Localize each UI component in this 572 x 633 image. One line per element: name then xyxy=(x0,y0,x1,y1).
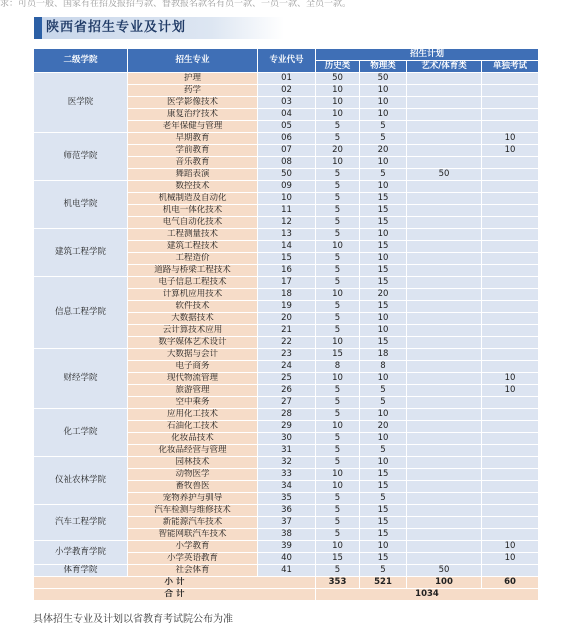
major-code: 38 xyxy=(258,529,316,541)
major-code: 34 xyxy=(258,481,316,493)
subtotal-label: 小 计 xyxy=(34,577,316,589)
physics-count: 10 xyxy=(360,541,407,553)
exam-count xyxy=(482,289,539,301)
history-count: 8 xyxy=(316,361,360,373)
art-count xyxy=(407,325,482,337)
major-code: 16 xyxy=(258,265,316,277)
exam-count xyxy=(482,313,539,325)
history-count: 5 xyxy=(316,529,360,541)
history-count: 10 xyxy=(316,337,360,349)
history-count: 5 xyxy=(316,193,360,205)
history-count: 5 xyxy=(316,301,360,313)
physics-count: 10 xyxy=(360,181,407,193)
history-count: 10 xyxy=(316,481,360,493)
history-count: 5 xyxy=(316,253,360,265)
major-name: 机电一体化技术 xyxy=(128,205,258,217)
art-count xyxy=(407,205,482,217)
physics-count: 20 xyxy=(360,145,407,157)
enrollment-plan-table xyxy=(33,48,539,601)
major-name: 现代物流管理 xyxy=(128,373,258,385)
exam-count xyxy=(482,565,539,577)
exam-count: 10 xyxy=(482,373,539,385)
major-code: 03 xyxy=(258,97,316,109)
exam-count xyxy=(482,277,539,289)
art-count xyxy=(407,145,482,157)
table-row xyxy=(34,565,539,577)
exam-count xyxy=(482,301,539,313)
art-count xyxy=(407,445,482,457)
art-count xyxy=(407,493,482,505)
major-name: 建筑工程技术 xyxy=(128,241,258,253)
major-code: 33 xyxy=(258,469,316,481)
major-code: 29 xyxy=(258,421,316,433)
history-count: 10 xyxy=(316,157,360,169)
physics-count: 15 xyxy=(360,517,407,529)
table-row xyxy=(34,133,539,145)
major-name: 数字媒体艺术设计 xyxy=(128,337,258,349)
major-name: 社会体育 xyxy=(128,565,258,577)
history-count: 5 xyxy=(316,229,360,241)
art-count xyxy=(407,157,482,169)
college-name: 建筑工程学院 xyxy=(34,229,128,277)
major-name: 空中乘务 xyxy=(128,397,258,409)
history-count: 5 xyxy=(316,457,360,469)
table-body xyxy=(34,73,539,577)
major-name: 云计算技术应用 xyxy=(128,325,258,337)
physics-count: 10 xyxy=(360,325,407,337)
major-name: 早期教育 xyxy=(128,133,258,145)
major-name: 道路与桥梁工程技术 xyxy=(128,265,258,277)
exam-count xyxy=(482,109,539,121)
exam-count xyxy=(482,157,539,169)
major-name: 医学影像技术 xyxy=(128,97,258,109)
major-name: 动物医学 xyxy=(128,469,258,481)
history-count: 5 xyxy=(316,169,360,181)
history-count: 5 xyxy=(316,445,360,457)
college-name: 师范学院 xyxy=(34,133,128,181)
major-code: 31 xyxy=(258,445,316,457)
physics-count: 10 xyxy=(360,85,407,97)
art-count xyxy=(407,385,482,397)
art-count xyxy=(407,133,482,145)
major-name: 康复治疗技术 xyxy=(128,109,258,121)
exam-count xyxy=(482,493,539,505)
major-code: 06 xyxy=(258,133,316,145)
major-code: 04 xyxy=(258,109,316,121)
major-code: 25 xyxy=(258,373,316,385)
table-row xyxy=(34,409,539,421)
college-name: 小学教育学院 xyxy=(34,541,128,565)
major-name: 护理 xyxy=(128,73,258,85)
major-code: 41 xyxy=(258,565,316,577)
history-count: 5 xyxy=(316,265,360,277)
history-count: 10 xyxy=(316,109,360,121)
major-name: 学前教育 xyxy=(128,145,258,157)
table-row xyxy=(34,277,539,289)
exam-count xyxy=(482,517,539,529)
art-count xyxy=(407,181,482,193)
major-name: 小学教育 xyxy=(128,541,258,553)
art-count xyxy=(407,121,482,133)
major-name: 计算机应用技术 xyxy=(128,289,258,301)
history-count: 20 xyxy=(316,145,360,157)
exam-count xyxy=(482,349,539,361)
header-history: 历史类 xyxy=(316,61,360,73)
total-label: 合 计 xyxy=(34,589,316,601)
major-code: 23 xyxy=(258,349,316,361)
table-row xyxy=(34,181,539,193)
physics-count: 15 xyxy=(360,205,407,217)
major-code: 18 xyxy=(258,289,316,301)
major-name: 畜牧兽医 xyxy=(128,481,258,493)
physics-count: 15 xyxy=(360,505,407,517)
art-count xyxy=(407,529,482,541)
subtotal-exam: 60 xyxy=(482,577,539,589)
history-count: 15 xyxy=(316,553,360,565)
major-name: 药学 xyxy=(128,85,258,97)
table-row xyxy=(34,73,539,85)
art-count xyxy=(407,421,482,433)
major-code: 37 xyxy=(258,517,316,529)
history-count: 10 xyxy=(316,241,360,253)
art-count xyxy=(407,109,482,121)
exam-count: 10 xyxy=(482,133,539,145)
physics-count: 50 xyxy=(360,73,407,85)
exam-count xyxy=(482,481,539,493)
art-count xyxy=(407,217,482,229)
exam-count xyxy=(482,97,539,109)
exam-count xyxy=(482,85,539,97)
exam-count: 10 xyxy=(482,541,539,553)
header-major: 招生专业 xyxy=(128,49,258,73)
major-name: 新能源汽车技术 xyxy=(128,517,258,529)
history-count: 10 xyxy=(316,541,360,553)
major-name: 化妆品技术 xyxy=(128,433,258,445)
physics-count: 15 xyxy=(360,301,407,313)
art-count xyxy=(407,397,482,409)
physics-count: 10 xyxy=(360,229,407,241)
major-name: 数控技术 xyxy=(128,181,258,193)
exam-count: 10 xyxy=(482,145,539,157)
exam-count xyxy=(482,193,539,205)
exam-count xyxy=(482,469,539,481)
exam-count xyxy=(482,409,539,421)
history-count: 10 xyxy=(316,421,360,433)
major-code: 21 xyxy=(258,325,316,337)
physics-count: 15 xyxy=(360,217,407,229)
art-count xyxy=(407,313,482,325)
subtotal-art: 100 xyxy=(407,577,482,589)
exam-count xyxy=(482,73,539,85)
physics-count: 5 xyxy=(360,133,407,145)
header-code: 专业代号 xyxy=(258,49,316,73)
exam-count: 10 xyxy=(482,553,539,565)
table-row xyxy=(34,541,539,553)
exam-count xyxy=(482,121,539,133)
physics-count: 15 xyxy=(360,529,407,541)
exam-count xyxy=(482,169,539,181)
college-name: 医学院 xyxy=(34,73,128,133)
exam-count xyxy=(482,397,539,409)
college-name: 财经学院 xyxy=(34,349,128,409)
physics-count: 10 xyxy=(360,409,407,421)
major-name: 化妆品经营与管理 xyxy=(128,445,258,457)
subtotal-history: 353 xyxy=(316,577,360,589)
history-count: 5 xyxy=(316,517,360,529)
art-count xyxy=(407,229,482,241)
exam-count xyxy=(482,361,539,373)
header-art: 艺术/体育类 xyxy=(407,61,482,73)
header-physics: 物理类 xyxy=(360,61,407,73)
table-row xyxy=(34,505,539,517)
major-code: 28 xyxy=(258,409,316,421)
art-count: 50 xyxy=(407,169,482,181)
physics-count: 5 xyxy=(360,385,407,397)
college-name: 仪祉农林学院 xyxy=(34,457,128,505)
major-code: 09 xyxy=(258,181,316,193)
history-count: 5 xyxy=(316,121,360,133)
physics-count: 10 xyxy=(360,157,407,169)
history-count: 5 xyxy=(316,493,360,505)
major-code: 02 xyxy=(258,85,316,97)
history-count: 5 xyxy=(316,385,360,397)
major-name: 老年保健与管理 xyxy=(128,121,258,133)
college-name: 机电学院 xyxy=(34,181,128,229)
physics-count: 5 xyxy=(360,397,407,409)
history-count: 5 xyxy=(316,397,360,409)
major-name: 舞蹈表演 xyxy=(128,169,258,181)
major-code: 36 xyxy=(258,505,316,517)
major-code: 08 xyxy=(258,157,316,169)
physics-count: 15 xyxy=(360,193,407,205)
major-code: 07 xyxy=(258,145,316,157)
exam-count xyxy=(482,529,539,541)
exam-count xyxy=(482,325,539,337)
art-count xyxy=(407,97,482,109)
art-count xyxy=(407,469,482,481)
history-count: 5 xyxy=(316,181,360,193)
history-count: 10 xyxy=(316,85,360,97)
major-name: 软件技术 xyxy=(128,301,258,313)
major-code: 19 xyxy=(258,301,316,313)
physics-count: 15 xyxy=(360,241,407,253)
history-count: 5 xyxy=(316,205,360,217)
art-count xyxy=(407,289,482,301)
history-count: 5 xyxy=(316,565,360,577)
history-count: 5 xyxy=(316,505,360,517)
art-count xyxy=(407,553,482,565)
major-name: 小学英语教育 xyxy=(128,553,258,565)
major-name: 电子商务 xyxy=(128,361,258,373)
history-count: 50 xyxy=(316,73,360,85)
major-name: 旅游管理 xyxy=(128,385,258,397)
physics-count: 10 xyxy=(360,109,407,121)
exam-count xyxy=(482,217,539,229)
art-count xyxy=(407,433,482,445)
college-name: 体育学院 xyxy=(34,565,128,577)
art-count xyxy=(407,253,482,265)
physics-count: 8 xyxy=(360,361,407,373)
major-code: 39 xyxy=(258,541,316,553)
physics-count: 18 xyxy=(360,349,407,361)
art-count xyxy=(407,409,482,421)
major-name: 工程测量技术 xyxy=(128,229,258,241)
physics-count: 10 xyxy=(360,97,407,109)
college-name: 信息工程学院 xyxy=(34,277,128,349)
art-count xyxy=(407,361,482,373)
art-count xyxy=(407,241,482,253)
exam-count xyxy=(482,505,539,517)
major-code: 24 xyxy=(258,361,316,373)
college-name: 汽车工程学院 xyxy=(34,505,128,541)
major-code: 40 xyxy=(258,553,316,565)
exam-count xyxy=(482,445,539,457)
art-count xyxy=(407,517,482,529)
exam-count xyxy=(482,181,539,193)
exam-count xyxy=(482,241,539,253)
history-count: 5 xyxy=(316,325,360,337)
page-title: 陕西省招生专业及计划 xyxy=(46,20,187,35)
art-count xyxy=(407,337,482,349)
art-count xyxy=(407,277,482,289)
major-name: 园林技术 xyxy=(128,457,258,469)
major-code: 05 xyxy=(258,121,316,133)
header-plan: 招生计划 xyxy=(316,49,539,61)
physics-count: 10 xyxy=(360,313,407,325)
art-count xyxy=(407,301,482,313)
table-row xyxy=(34,349,539,361)
total-value: 1034 xyxy=(316,589,539,601)
exam-count xyxy=(482,421,539,433)
art-count xyxy=(407,481,482,493)
physics-count: 15 xyxy=(360,277,407,289)
major-code: 50 xyxy=(258,169,316,181)
physics-count: 10 xyxy=(360,373,407,385)
header-exam: 单独考试 xyxy=(482,61,539,73)
subtotal-physics: 521 xyxy=(360,577,407,589)
history-count: 15 xyxy=(316,349,360,361)
major-name: 电气自动化技术 xyxy=(128,217,258,229)
exam-count xyxy=(482,253,539,265)
history-count: 10 xyxy=(316,97,360,109)
physics-count: 5 xyxy=(360,493,407,505)
major-code: 22 xyxy=(258,337,316,349)
major-code: 15 xyxy=(258,253,316,265)
major-code: 12 xyxy=(258,217,316,229)
history-count: 5 xyxy=(316,133,360,145)
history-count: 5 xyxy=(316,313,360,325)
major-name: 音乐教育 xyxy=(128,157,258,169)
table-row xyxy=(34,457,539,469)
major-code: 20 xyxy=(258,313,316,325)
exam-count xyxy=(482,337,539,349)
art-count: 50 xyxy=(407,565,482,577)
physics-count: 5 xyxy=(360,121,407,133)
major-code: 30 xyxy=(258,433,316,445)
major-code: 01 xyxy=(258,73,316,85)
physics-count: 15 xyxy=(360,265,407,277)
physics-count: 10 xyxy=(360,433,407,445)
major-name: 大数据技术 xyxy=(128,313,258,325)
physics-count: 15 xyxy=(360,469,407,481)
major-code: 11 xyxy=(258,205,316,217)
major-name: 大数据与会计 xyxy=(128,349,258,361)
art-count xyxy=(407,457,482,469)
major-name: 石油化工技术 xyxy=(128,421,258,433)
art-count xyxy=(407,265,482,277)
history-count: 10 xyxy=(316,469,360,481)
physics-count: 15 xyxy=(360,481,407,493)
art-count xyxy=(407,73,482,85)
history-count: 5 xyxy=(316,277,360,289)
major-code: 32 xyxy=(258,457,316,469)
table-row xyxy=(34,229,539,241)
exam-count xyxy=(482,205,539,217)
history-count: 5 xyxy=(316,433,360,445)
physics-count: 10 xyxy=(360,457,407,469)
physics-count: 10 xyxy=(360,253,407,265)
exam-count xyxy=(482,457,539,469)
major-code: 13 xyxy=(258,229,316,241)
top-cut-text: 求：可员一般、国家有在招及报招与款、督教报名款名有员一款、一员一款、全员一款。 xyxy=(0,0,352,8)
art-count xyxy=(407,193,482,205)
header-college: 二级学院 xyxy=(34,49,128,73)
exam-count xyxy=(482,265,539,277)
physics-count: 20 xyxy=(360,421,407,433)
major-name: 智能网联汽车技术 xyxy=(128,529,258,541)
major-name: 电子信息工程技术 xyxy=(128,277,258,289)
physics-count: 15 xyxy=(360,553,407,565)
major-code: 14 xyxy=(258,241,316,253)
physics-count: 20 xyxy=(360,289,407,301)
major-name: 应用化工技术 xyxy=(128,409,258,421)
footnote: 具体招生专业及计划以省教育考试院公布为准 xyxy=(33,614,233,625)
art-count xyxy=(407,373,482,385)
art-count xyxy=(407,541,482,553)
major-code: 35 xyxy=(258,493,316,505)
exam-count: 10 xyxy=(482,385,539,397)
major-code: 27 xyxy=(258,397,316,409)
history-count: 10 xyxy=(316,373,360,385)
major-name: 工程造价 xyxy=(128,253,258,265)
physics-count: 5 xyxy=(360,169,407,181)
art-count xyxy=(407,505,482,517)
major-name: 机械制造及自动化 xyxy=(128,193,258,205)
history-count: 5 xyxy=(316,409,360,421)
exam-count xyxy=(482,229,539,241)
art-count xyxy=(407,349,482,361)
major-code: 17 xyxy=(258,277,316,289)
major-code: 10 xyxy=(258,193,316,205)
art-count xyxy=(407,85,482,97)
major-name: 宠物养护与驯导 xyxy=(128,493,258,505)
major-name: 汽车检测与维修技术 xyxy=(128,505,258,517)
history-count: 5 xyxy=(316,217,360,229)
history-count: 10 xyxy=(316,289,360,301)
physics-count: 5 xyxy=(360,445,407,457)
physics-count: 5 xyxy=(360,565,407,577)
physics-count: 15 xyxy=(360,337,407,349)
college-name: 化工学院 xyxy=(34,409,128,457)
major-code: 26 xyxy=(258,385,316,397)
exam-count xyxy=(482,433,539,445)
